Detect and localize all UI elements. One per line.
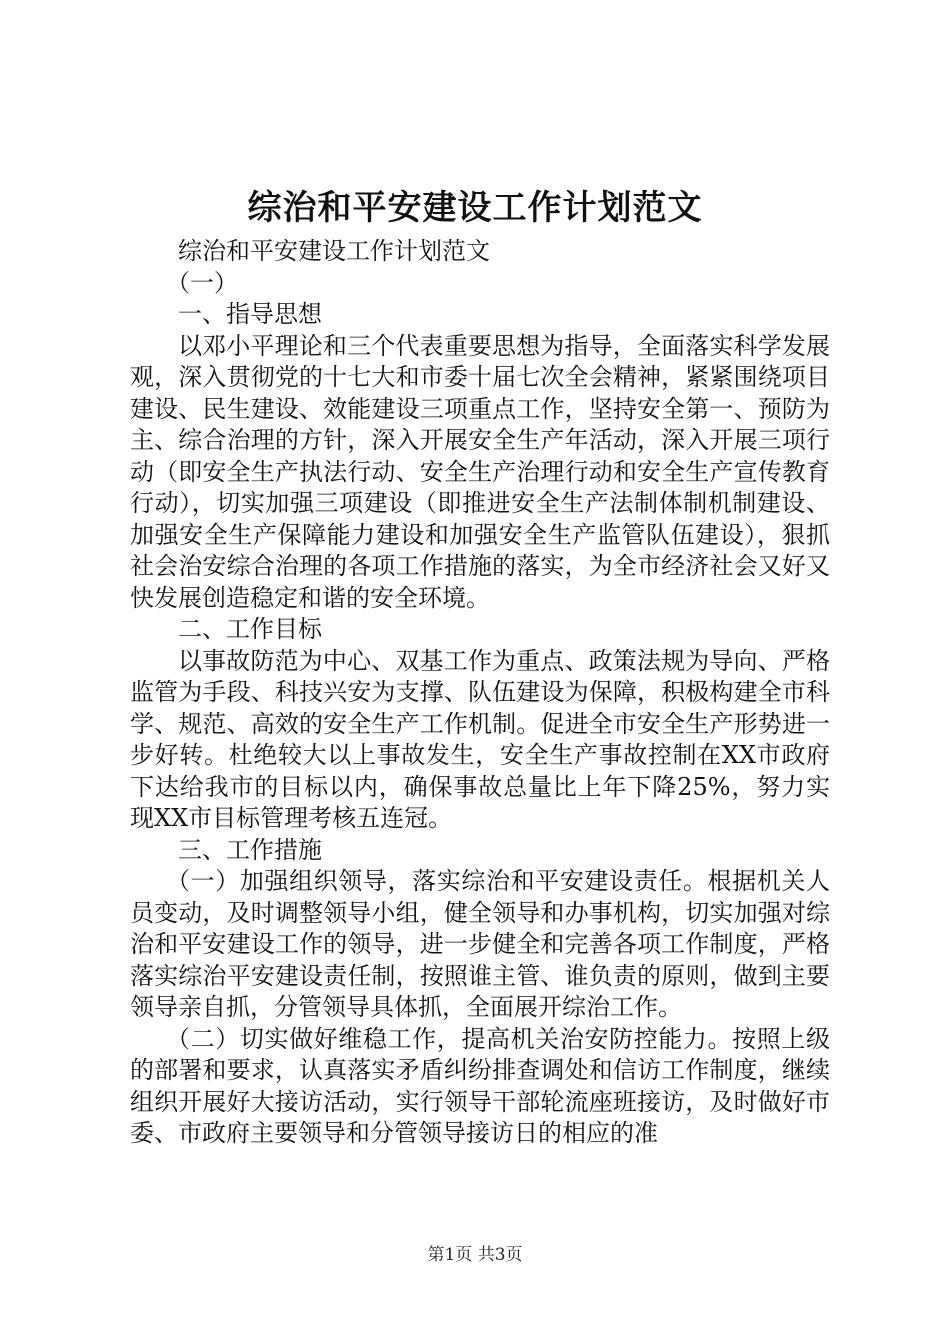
heading-work-goals: 二、工作目标 xyxy=(178,615,322,643)
document-body xyxy=(130,236,830,1150)
heading-work-measures: 三、工作措施 xyxy=(178,835,322,864)
section-number: （一） xyxy=(166,268,238,297)
paragraph-measure-2: （二）切实做好维稳工作，提高机关治安防控能力。按照上级的部署和要求，认真落实矛盾纠纷排查调处和信访工作制度，继续组织开展好大接访活动，实行领导干部轮流座班接访，及时做好市委、市政府主要领导和分管领导接访日的相应的准 xyxy=(130,1024,830,1147)
page-footer: 第1页 共3页 xyxy=(427,1245,523,1265)
paragraph-measure-1: （一）加强组织领导，落实综治和平安建设责任。根据机关人员变动，及时调整领导小组，健全领导和办事机构，切实加强对综治和平安建设工作的领导，进一步健全和完善各项工作制度，严格落实综治平安建设责任制，按照谁主管、谁负责的原则，做到主要领导亲自抓，分管领导具体抓，全面展开综治工作。 xyxy=(130,867,830,1021)
heading-guiding-ideology: 一、指导思想 xyxy=(178,300,322,328)
subtitle-paragraph: 综治和平安建设工作计划范文 xyxy=(178,237,490,265)
paragraph-work-goals: 以事故防范为中心、双基工作为重点、政策法规为导向、严格监管为手段、科技兴安为支撑、队伍建设为保障，积极构建全市科学、规范、高效的安全生产工作机制。促进全市安全生产形势进一步好转。杜绝较大以上事故发生，安全生产事故控制在XX市政府下达给我市的目标以内，确保事故总量比上年下降25%，努力实现XX市目标管理考核五连冠。 xyxy=(130,646,830,832)
paragraph-guiding-ideology: 以邓小平理论和三个代表重要思想为指导，全面落实科学发展观，深入贯彻党的十七大和市委十届七次全会精神，紧紧围绕项目建设、民生建设、效能建设三项重点工作，坚持安全第一、预防为主、综合治理的方针，深入开展安全生产年活动，深入开展三项行动（即安全生产执法行动、安全生产治理行动和安全生产宣传教育行动），切实加强三项建设（即推进安全生产法制体制机制建设、加强安全生产保障能力建设和加强安全生产监管队伍建设），狠抓社会治安综合治理的各项工作措施的落实，为全市经济社会又好又快发展创造稳定和谐的安全环境。 xyxy=(130,331,830,612)
document-title: 综治和平安建设工作计划范文 xyxy=(247,188,703,228)
